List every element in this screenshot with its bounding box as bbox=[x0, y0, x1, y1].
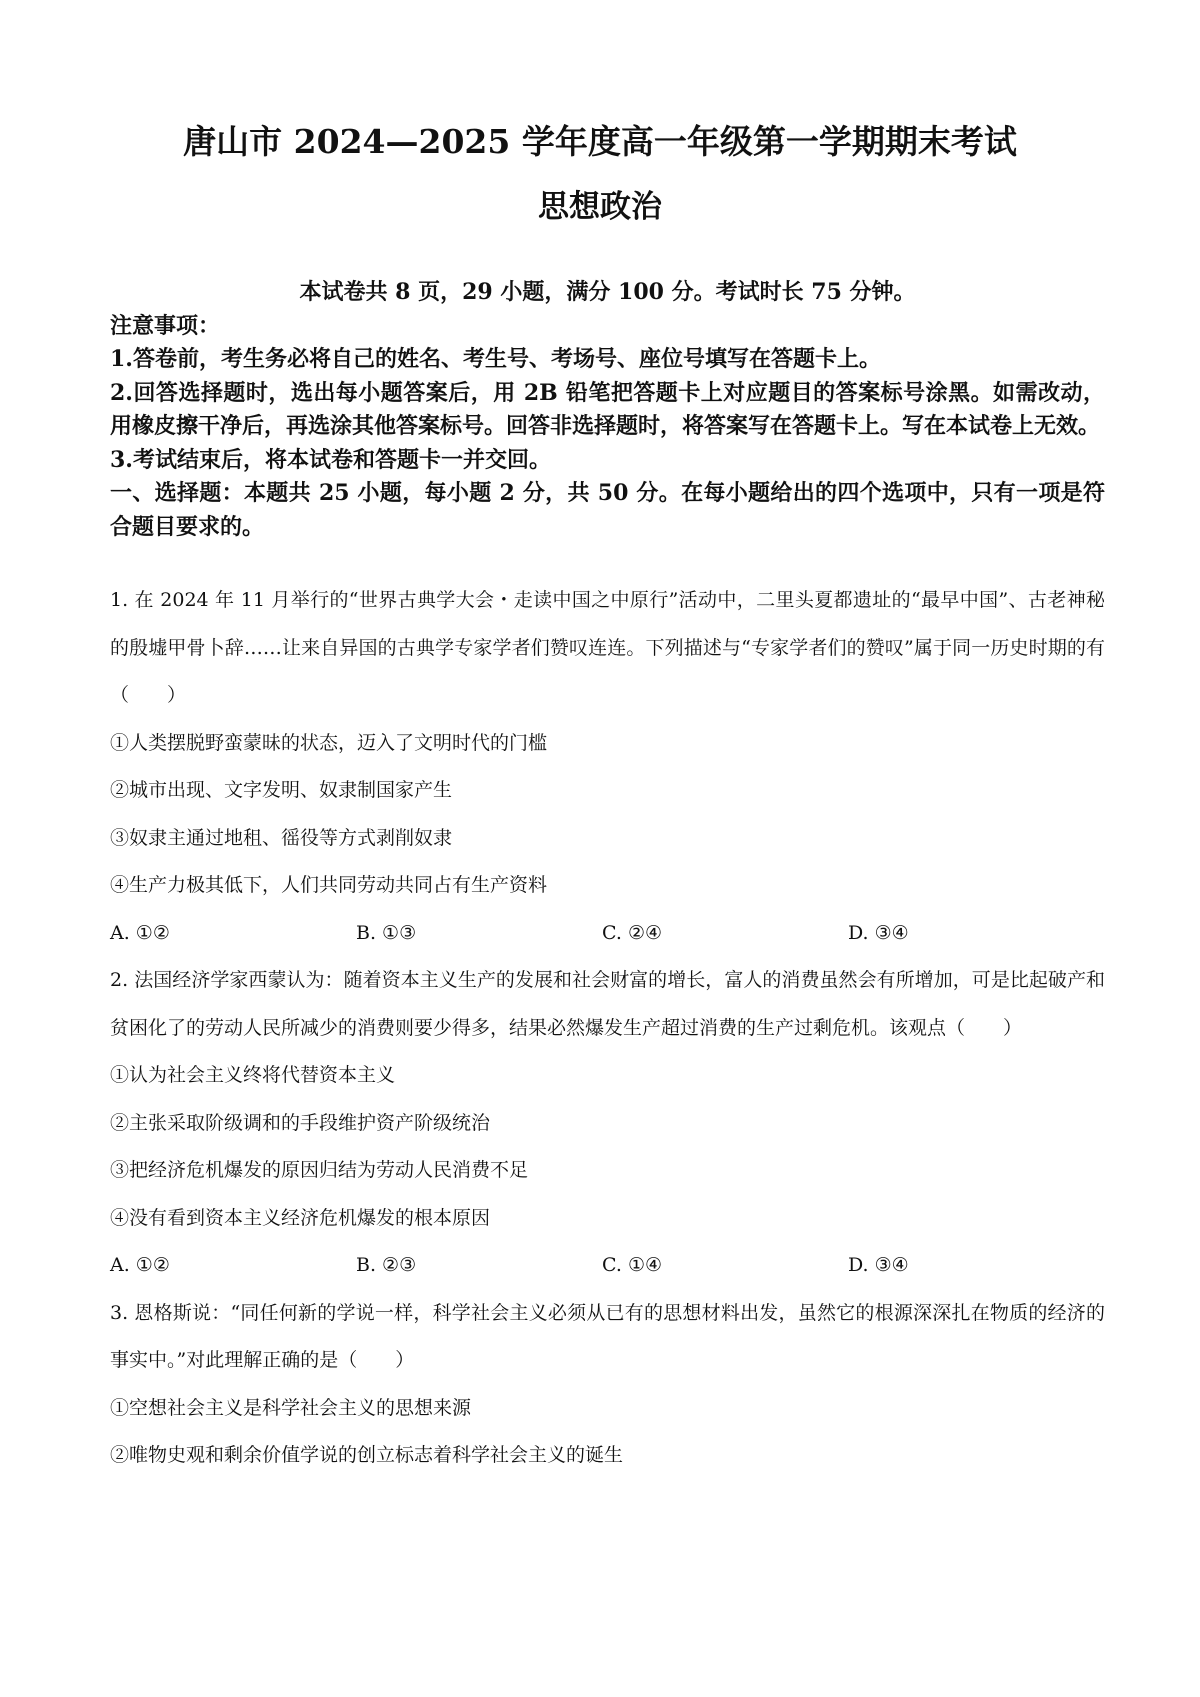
option-d: D. ③④ bbox=[848, 921, 909, 944]
option-a: A. ①② bbox=[110, 1254, 170, 1276]
option-d: D. ③④ bbox=[848, 1254, 909, 1276]
question-3 bbox=[110, 1290, 1105, 1480]
question-1 bbox=[110, 577, 1105, 957]
exam-info: 本试卷共 8 页，29 小题，满分 100 分。考试时长 75 分钟。 bbox=[299, 279, 916, 305]
statement: ④没有看到资本主义经济危机爆发的根本原因 bbox=[110, 1206, 491, 1229]
statement: ②主张采取阶级调和的手段维护资产阶级统治 bbox=[110, 1111, 491, 1134]
notes-heading: 注意事项： bbox=[110, 312, 221, 339]
notes-item-2: 2.回答选择题时，选出每小题答案后，用 2B 铅笔把答题卡上对应题目的答案标号涂黑。如需改动，用橡皮擦干净后，再选涂其他答案标号。回答非选择题时，将答案写在答题卡上。写在本试卷上无效。 bbox=[110, 379, 1105, 439]
question-2 bbox=[110, 957, 1105, 1290]
question-stem: 1. 在 2024 年 11 月举行的“世界古典学大会・走读中国之中原行”活动中，二里头夏都遗址的“最早中国”、古老神秘的殷墟甲骨卜辞……让来自异国的古典学专家学者们赞叹连连。下列描述与“专家学者们的赞叹”属于同一历史时期的有（ ） bbox=[110, 589, 1105, 706]
question-list bbox=[110, 577, 1105, 1480]
option-c: C. ①④ bbox=[602, 1254, 663, 1276]
statement: ①认为社会主义终将代替资本主义 bbox=[110, 1064, 396, 1086]
statement: ②唯物史观和剩余价值学说的创立标志着科学社会主义的诞生 bbox=[110, 1444, 624, 1466]
statement: ③奴隶主通过地租、徭役等方式剥削奴隶 bbox=[110, 826, 453, 849]
statement: ①空想社会主义是科学社会主义的思想来源 bbox=[110, 1396, 472, 1419]
notes-item-3: 3.考试结束后，将本试卷和答题卡一并交回。 bbox=[110, 446, 551, 473]
option-c: C. ②④ bbox=[602, 921, 663, 944]
exam-subject: 思想政治 bbox=[538, 189, 662, 225]
option-a: A. ①② bbox=[110, 921, 170, 944]
answer-options bbox=[110, 910, 1105, 958]
exam-title: 唐山市 2024—2025 学年度高一年级第一学期期末考试 bbox=[183, 122, 1017, 161]
instructions bbox=[110, 252, 1105, 544]
notes-item-1: 1.答卷前，考生务必将自己的姓名、考生号、考场号、座位号填写在答题卡上。 bbox=[110, 346, 881, 372]
statement: ③把经济危机爆发的原因归结为劳动人民消费不足 bbox=[110, 1159, 529, 1181]
option-b: B. ②③ bbox=[356, 1254, 417, 1276]
statement: ①人类摆脱野蛮蒙昧的状态，迈入了文明时代的门槛 bbox=[110, 731, 548, 754]
option-b: B. ①③ bbox=[356, 921, 417, 944]
statement: ②城市出现、文字发明、奴隶制国家产生 bbox=[110, 779, 453, 801]
question-stem: 3. 恩格斯说：“同任何新的学说一样，科学社会主义必须从已有的思想材料出发，虽然它的根源深深扎在物质的经济的事实中。”对此理解正确的是（ ） bbox=[110, 1301, 1105, 1371]
question-stem: 2. 法国经济学家西蒙认为：随着资本主义生产的发展和社会财富的增长，富人的消费虽然会有所增加，可是比起破产和贫困化了的劳动人民所减少的消费则要少得多，结果必然爆发生产超过消费的生产过剩危机。该观点（ ） bbox=[110, 969, 1105, 1039]
section-heading: 一、选择题：本题共 25 小题，每小题 2 分，共 50 分。在每小题给出的四个选项中，只有一项是符合题目要求的。 bbox=[110, 480, 1105, 540]
answer-options bbox=[110, 1242, 1105, 1290]
statement: ④生产力极其低下，人们共同劳动共同占有生产资料 bbox=[110, 874, 548, 896]
